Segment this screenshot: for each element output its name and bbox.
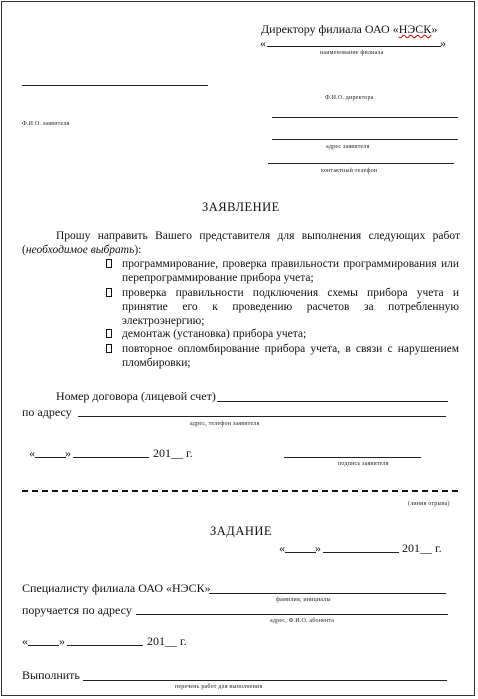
checkbox-icon[interactable] — [106, 259, 112, 268]
date-quote-close: » — [65, 446, 71, 460]
application-intro: Прошу направить Вашего представителя для выполнения следующих работ (необходимое выбрать): — [22, 230, 460, 256]
task-date2-quote-open: « — [22, 634, 28, 648]
subscriber-caption: адрес, Ф.И.О. абонента — [270, 618, 335, 624]
option-resealing[interactable]: повторное опломбирование прибора учета, в связи с нарушением пломбировки; — [122, 342, 459, 370]
applicant-fio-line[interactable] — [22, 85, 208, 86]
task-title: ЗАДАНИЕ — [210, 524, 273, 538]
director-fio-line[interactable] — [272, 117, 458, 118]
checkbox-icon[interactable] — [106, 288, 112, 297]
task-date-quote-close: » — [315, 541, 321, 555]
branch-quote-close: » — [440, 36, 446, 50]
task-date-quote-open: « — [279, 541, 285, 555]
company-name: НЭСК — [398, 22, 432, 36]
signature-caption: подпись заявителя — [338, 461, 389, 467]
applicant-fio-caption: Ф.И.О. заявителя — [22, 121, 70, 127]
applicant-address-line[interactable] — [272, 139, 458, 140]
date-quote-open: « — [29, 446, 35, 460]
specialist-name-caption: фамилия, инициалы — [276, 597, 331, 603]
director-fio-caption: Ф.И.О. директора — [325, 95, 374, 101]
option-connection-check[interactable]: проверка правильности подключения схемы прибора учета и принятие его к проведению расчетов за потребленную электроэнергию; — [122, 286, 459, 328]
task-date-year: 201__ г. — [402, 541, 442, 555]
date-day-field[interactable] — [35, 457, 66, 458]
checkbox-icon[interactable] — [106, 344, 112, 353]
address-caption: адрес, телефон заявителя — [190, 421, 260, 427]
task-date-month-field[interactable] — [323, 552, 399, 553]
option-dismantling[interactable]: демонтаж (установка) прибора учета; — [122, 327, 459, 341]
execute-label: Выполнить — [22, 668, 80, 682]
branch-quote-open: « — [260, 36, 266, 50]
branch-name-line[interactable] — [267, 46, 441, 47]
task-date2-year: 201__ г. — [147, 634, 187, 648]
contract-number-field[interactable] — [217, 401, 448, 402]
signature-field[interactable] — [284, 457, 421, 458]
phone-caption: контактный телефон — [321, 168, 378, 174]
application-title: ЗАЯВЛЕНИЕ — [202, 200, 280, 214]
phone-line[interactable] — [268, 163, 454, 164]
task-date-day-field[interactable] — [285, 552, 316, 553]
task-date2-month-field[interactable] — [67, 645, 143, 646]
director-line: Директору филиала ОАО «НЭСК» — [261, 22, 438, 36]
task-date2-quote-close: » — [59, 634, 65, 648]
date-year: 201__ г. — [153, 446, 193, 460]
contract-label: Номер договора (лицевой счет) — [56, 389, 216, 403]
branch-caption: наименование филиала — [320, 50, 384, 56]
works-caption: перечень работ для выполнения — [175, 684, 263, 690]
checkbox-icon[interactable] — [106, 329, 112, 338]
specialist-name-field[interactable] — [209, 593, 446, 594]
specialist-label: Специалисту филиала ОАО «НЭСК» — [22, 581, 211, 595]
subscriber-address-field[interactable] — [136, 614, 448, 615]
task-date2-day-field[interactable] — [28, 645, 59, 646]
cut-line — [22, 490, 458, 492]
date-month-field[interactable] — [73, 457, 149, 458]
option-programming[interactable]: программирование, проверка правильности программирования или перепрограммирование прибора учета; — [122, 257, 459, 285]
applicant-address-caption: адрес заявителя — [326, 144, 370, 150]
address-label: по адресу — [22, 405, 72, 419]
applicant-address-field[interactable] — [78, 416, 446, 417]
works-list-field[interactable] — [83, 680, 447, 681]
assigned-address-label: поручается по адресу — [22, 603, 132, 617]
cut-caption: (линия отрыва) — [408, 501, 450, 507]
